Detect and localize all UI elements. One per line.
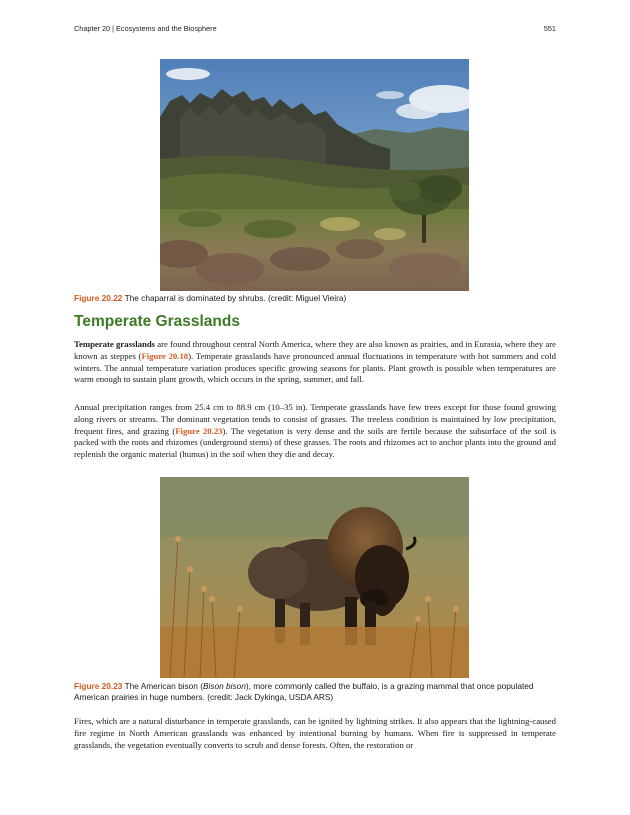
page-number: 551 [543, 24, 556, 33]
chapter-title: Chapter 20 | Ecosystems and the Biosphere [74, 24, 217, 33]
figure-20-23-link[interactable]: Figure 20.23 [175, 425, 223, 436]
paragraph-2-text-a: Annual precipitation ranges from 25.4 cm to 88.9 cm (10–35 in). Temperate grasslands have few trees except for those found growing along rivers or streams. The dominant vegetation tends to consist of grasses. The treeless condition is maintained by low precipitation, frequent fires, and grazing ( [74, 402, 556, 436]
section-title: Temperate Grasslands [74, 313, 240, 330]
key-term: Temperate grasslands [74, 339, 156, 349]
figure-20-22-caption [74, 293, 556, 304]
paragraph-2 [74, 402, 556, 461]
figure-20-23-label: Figure 20.23 [74, 681, 123, 691]
figure-20-18-link[interactable]: Figure 20.18 [141, 350, 189, 361]
paragraph-1-text-a: are found throughout central North America, where they are also known as prairies, and in Eurasia, where they are known as steppes ( [74, 339, 556, 361]
figure-20-23-caption [74, 681, 556, 703]
paragraph-1 [74, 339, 556, 386]
chaparral-photo [160, 59, 469, 291]
bison-photo [160, 477, 469, 678]
figure-20-23-caption-text-b: ), more commonly called the buffalo, is a grazing mammal that once populated American prairies in huge numbers. (credit: Jack Dykinga, USDA ARS) [74, 681, 534, 702]
figure-20-22-label: Figure 20.22 [74, 293, 123, 303]
paragraph-3: Fires, which are a natural disturbance in temperate grasslands, can be ignited by lightning strikes. It also appears that the lightning-caused fire regime in North American grasslands was enhanced by intentional burning by humans. When fire is suppressed in temperate grasslands, the vegetation eventually converts to scrub and dense forests. Often, the restoration or [74, 716, 556, 750]
paragraph-1-text-b: ). Temperate grasslands have pronounced annual fluctuations in temperature with hot summers and cold winters. The annual temperature variation produces specific growing seasons for plants. Plant growth is possible when temperatures are warm enough to sustain plant growth, which occurs in the spring, summer, and fall. [74, 350, 557, 385]
figure-20-23-caption-text-a: The American bison ( [122, 681, 203, 691]
figure-20-22-caption-text: The chaparral is dominated by shrubs. (credit: Miguel Vieira) [122, 293, 347, 303]
running-header [74, 24, 556, 36]
species-name: Bison bison [202, 681, 246, 691]
paragraph-2-text-b: ). The vegetation is very dense and the soils are fertile because the subsurface of the soil is packed with the roots and rhizomes (underground stems) of these grasses. The roots and rhizomes act to anchor plants into the ground and replenish the organic material (humus) in the soil when they die and decay. [74, 425, 556, 460]
